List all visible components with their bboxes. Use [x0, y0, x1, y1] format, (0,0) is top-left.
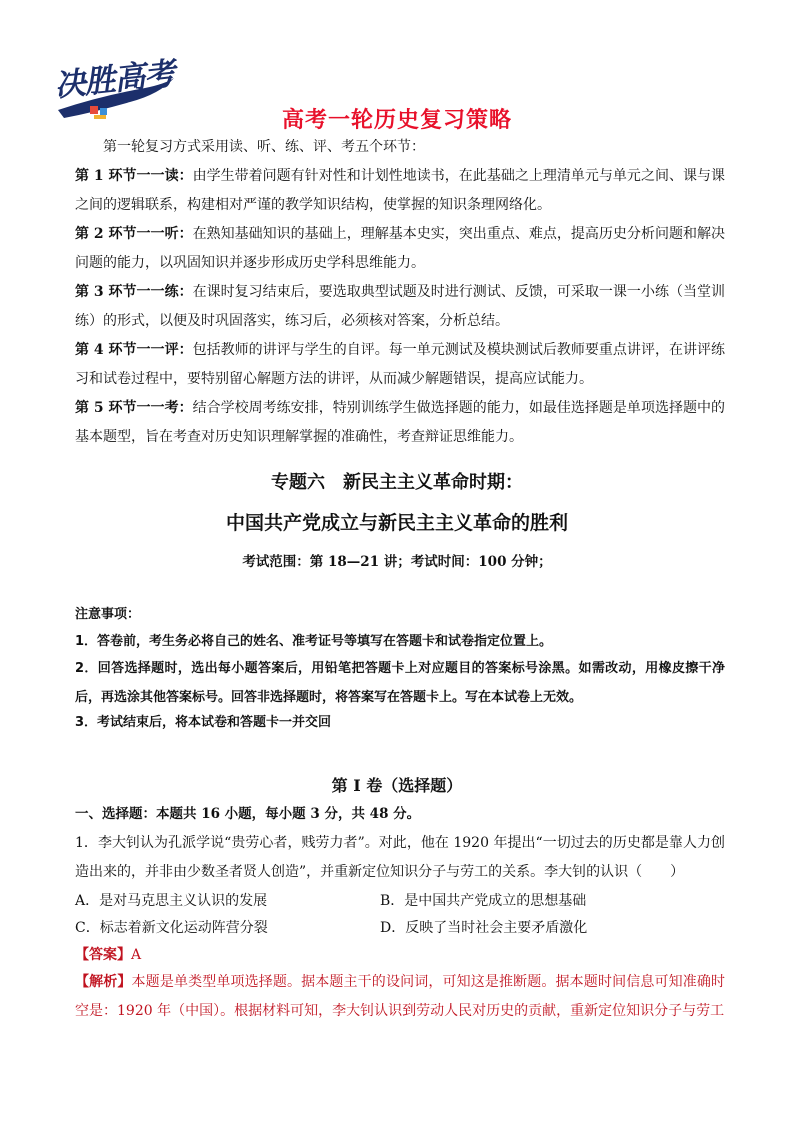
topic-heading: 专题六 新民主主义革命时期： — [271, 472, 523, 493]
step-text: 在熟知基础知识的基础上，理解基本史实，突出重点、难点，提高历史分析问题和解决问题的能力，以巩固知识并逐步形成历史学科思维能力。 — [75, 226, 725, 271]
section-text: 本题共 16 小题，每小题 3 分，共 48 分。 — [156, 806, 421, 822]
analysis-label: 【解析】 — [75, 974, 132, 990]
logo-text: 决胜高考 — [52, 55, 176, 105]
answer-value: A — [131, 947, 142, 963]
intro-text: 第一轮复习方式采用读、听、练、评、考五个环节： — [103, 139, 425, 155]
step-3 — [75, 278, 725, 336]
step-text: 结合学校周考练安排，特别训练学生做选择题的能力，如最佳选择题是单项选择题中的基本题型，旨在考查对历史知识理解掌握的准确性，考查辩证思维能力。 — [75, 400, 725, 445]
notes-heading: 注意事项： — [75, 607, 141, 622]
step-label: 第 5 环节一一考： — [75, 400, 193, 416]
step-label: 第 2 环节一一听： — [75, 226, 193, 242]
exam-scope: 考试范围：第 18—21 讲；考试时间：100 分钟； — [242, 554, 552, 570]
step-1 — [75, 162, 725, 220]
notes-item: 1．答卷前，考生务必将自己的姓名、准考证号等填写在答题卡和试卷指定位置上。 — [75, 634, 553, 649]
step-label: 第 3 环节一一练： — [75, 284, 193, 300]
option-c: C．标志着新文化运动阵营分裂 — [75, 920, 268, 936]
step-text: 在课时复习结束后，要选取典型试题及时进行测试、反馈，可采取一课一小练（当堂训练）的形式，以便及时巩固落实，练习后，必须核对答案，分析总结。 — [75, 284, 725, 329]
topic-subheading: 中国共产党成立与新民主主义革命的胜利 — [225, 512, 568, 534]
option-d: D．反映了当时社会主要矛盾激化 — [380, 920, 588, 936]
step-4 — [75, 336, 725, 394]
notes-item: 2．回答选择题时，选出每小题答案后，用铅笔把答题卡上对应题目的答案标号涂黑。如需改动，用橡皮擦干净后，再选涂其他答案标号。回答非选择题时，将答案写在答题卡上。写在本试卷上无效。 — [75, 661, 725, 705]
option-a: A．是对马克思主义认识的发展 — [75, 893, 268, 909]
page-title: 高考一轮历史复习策略 — [281, 108, 512, 133]
answer-line — [75, 941, 725, 970]
section-label: 一、选择题： — [75, 806, 156, 822]
section-heading — [75, 800, 725, 829]
notes-item: 3．考试结束后，将本试卷和答题卡一并交回 — [75, 715, 332, 730]
analysis-block — [75, 968, 725, 1026]
question-stem: 1．李大钊认为孔派学说“贵劳心者，贱劳力者”。对此，他在 1920 年提出“一切过去的历史都是靠人力创造出来的，并非由少数圣者贤人创造”，并重新定位知识分子与劳工的关系。李大钊的认识（ ） — [75, 835, 725, 880]
option-b: B．是中国共产党成立的思想基础 — [380, 893, 587, 909]
step-2 — [75, 220, 725, 278]
step-text: 由学生带着问题有针对性和计划性地读书，在此基础之上理清单元与单元之间、课与课之间的逻辑联系，构建相对严谨的教学知识结构，使掌握的知识条理网络化。 — [75, 168, 725, 213]
step-5 — [75, 394, 725, 452]
step-label: 第 4 环节一一评： — [75, 342, 193, 358]
step-text: 包括教师的讲评与学生的自评。每一单元测试及模块测试后教师要重点讲评，在讲评练习和试卷过程中，要特别留心解题方法的讲评，从而减少解题错误，提高应试能力。 — [75, 342, 725, 387]
answer-label: 【答案】 — [75, 947, 131, 963]
volume-title: 第 I 卷（选择题） — [331, 776, 463, 795]
step-label: 第 1 环节一一读： — [75, 168, 193, 184]
analysis-text: 本题是单类型单项选择题。据本题主干的设问词，可知这是推断题。据本题时间信息可知准确时空是：1920 年（中国）。根据材料可知，李大钊认识到劳动人民对历史的贡献，重新定位知识分子与劳工 — [75, 974, 726, 1019]
